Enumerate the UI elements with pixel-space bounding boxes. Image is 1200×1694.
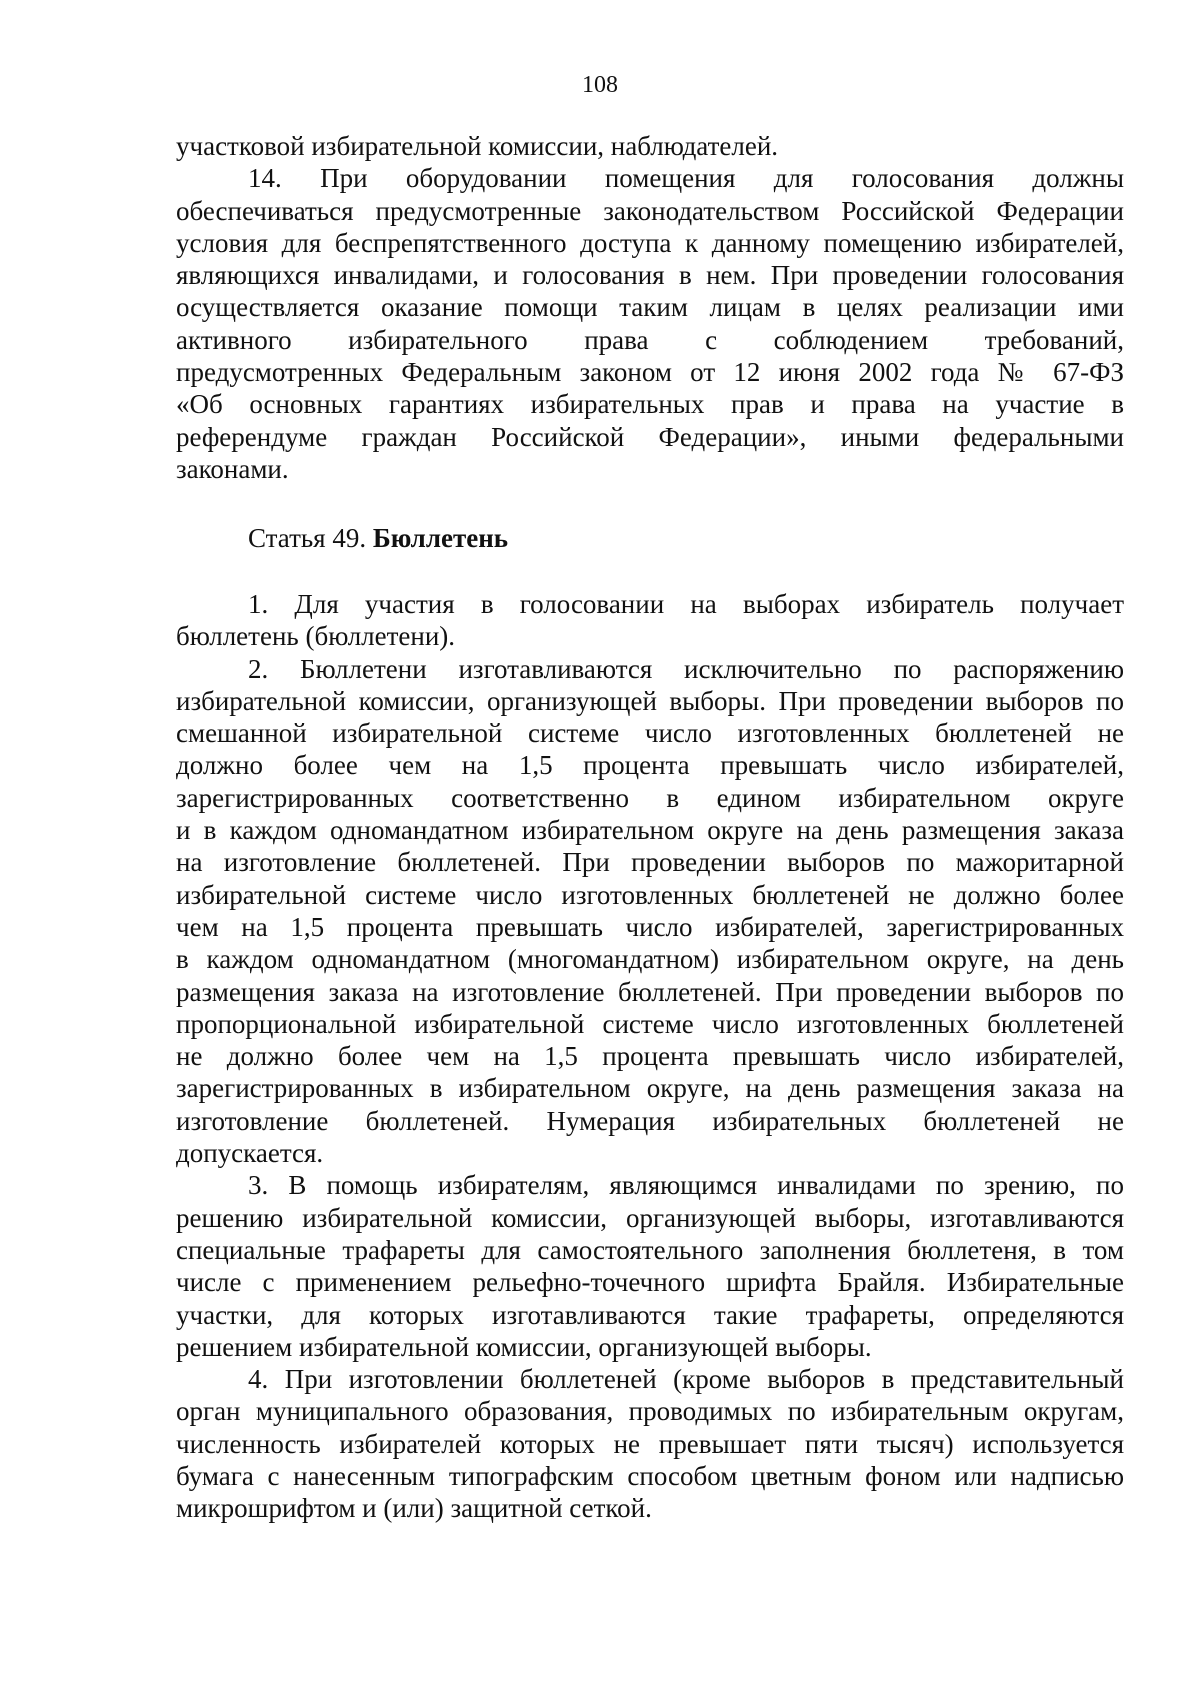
article-49-body xyxy=(176,588,1124,1525)
text-line: осуществляется оказание помощи таким лицам в целях реализации ими xyxy=(176,292,1124,323)
text-line: бюллетень (бюллетени). xyxy=(176,621,456,652)
text-line: зарегистрированных в избирательном округе, на день размещения заказа на xyxy=(176,1073,1124,1104)
text-line: бумага с нанесенным типографским способом цветным фоном или надписью xyxy=(176,1461,1124,1492)
text-line: законами. xyxy=(176,453,289,484)
text-line: пропорциональной избирательной системе число изготовленных бюллетеней xyxy=(176,1008,1124,1039)
article-number: Статья 49. xyxy=(248,523,367,553)
text-line: «Об основных гарантиях избирательных прав и права на участие в xyxy=(176,389,1124,420)
text-line: участки, для которых изготавливаются такие трафареты, определяются xyxy=(176,1299,1124,1330)
text-line: зарегистрированных соответственно в едином избирательном округе xyxy=(176,782,1124,813)
text-line: 4. При изготовлении бюллетеней (кроме выборов в представительный xyxy=(248,1364,1124,1395)
text-line: специальные трафареты для самостоятельного заполнения бюллетеня, в том xyxy=(176,1234,1124,1265)
text-line: и в каждом одномандатном избирательном округе на день размещения заказа xyxy=(176,815,1124,846)
text-line: в каждом одномандатном (многомандатном) избирательном округе, на день xyxy=(176,944,1124,975)
text-line: изготовление бюллетеней. Нумерация избирательных бюллетеней не xyxy=(176,1105,1124,1136)
text-line: являющихся инвалидами, и голосования в нем. При проведении голосования xyxy=(176,260,1124,291)
text-line: численность избирателей которых не превышает пяти тысяч) используется xyxy=(176,1428,1124,1459)
article-heading xyxy=(248,522,508,554)
text-line: обеспечиваться предусмотренные законодательством Российской Федерации xyxy=(176,195,1124,226)
text-line: не должно более чем на 1,5 процента превышать число избирателей, xyxy=(176,1041,1124,1072)
text-line: 3. В помощь избирателям, являющимся инвалидами по зрению, по xyxy=(248,1170,1124,1201)
paragraph-block-14 xyxy=(176,130,1124,485)
page-number: 108 xyxy=(582,72,618,98)
text-line: 14. При оборудовании помещения для голосования должны xyxy=(248,163,1124,194)
text-line: микрошрифтом и (или) защитной сеткой. xyxy=(176,1493,652,1524)
text-line: референдуме граждан Российской Федерации», иными федеральными xyxy=(176,421,1124,452)
text-line: на изготовление бюллетеней. При проведении выборов по мажоритарной xyxy=(176,847,1124,878)
text-line: предусмотренных Федеральным законом от 12 июня 2002 года № 67-ФЗ xyxy=(176,357,1124,388)
text-line: орган муниципального образования, проводимых по избирательным округам, xyxy=(176,1396,1124,1427)
text-line: чем на 1,5 процента превышать число избирателей, зарегистрированных xyxy=(176,911,1124,942)
text-line: допускается. xyxy=(176,1138,324,1169)
text-line: избирательной системе число изготовленных бюллетеней не должно более xyxy=(176,879,1124,910)
text-line: решению избирательной комиссии, организующей выборы, изготавливаются xyxy=(176,1202,1124,1233)
text-line: решением избирательной комиссии, организующей выборы. xyxy=(176,1331,872,1362)
text-line: должно более чем на 1,5 процента превышать число избирателей, xyxy=(176,750,1124,781)
text-line: числе с применением рельефно-точечного шрифта Брайля. Избирательные xyxy=(176,1267,1124,1298)
text-line: 2. Бюллетени изготавливаются исключительно по распоряжению xyxy=(248,653,1124,684)
text-line: смешанной избирательной системе число изготовленных бюллетеней не xyxy=(176,718,1124,749)
text-line: условия для беспрепятственного доступа к данному помещению избирателей, xyxy=(176,227,1124,258)
text-line: участковой избирательной комиссии, наблюдателей. xyxy=(176,131,779,161)
text-line: 1. Для участия в голосовании на выборах избиратель получает xyxy=(248,589,1124,619)
text-line: избирательной комиссии, организующей выборы. При проведении выборов по xyxy=(176,685,1124,716)
text-line: размещения заказа на изготовление бюллетеней. При проведении выборов по xyxy=(176,976,1124,1007)
text-line: активного избирательного права с соблюдением требований, xyxy=(176,324,1124,355)
article-title: Бюллетень xyxy=(372,523,509,553)
